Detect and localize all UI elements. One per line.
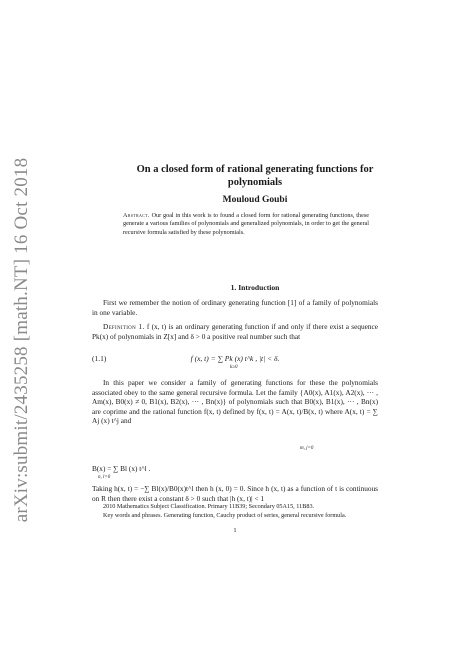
footnote-keywords: Key words and phrases. Generating function, Cauchy product of series, general recursive formula. [103,512,347,519]
abstract [123,212,369,237]
equation-row [92,348,378,372]
arxiv-sidebar-stamp [2,150,42,530]
definition-heading: Definition 1. [103,322,145,331]
equation-subscript: k≥0 [230,365,238,370]
paper-title [60,163,450,189]
intro-paragraph: First we remember the notion of ordinary generating function [1] of a family of polynomials in one variable. [92,298,378,317]
continuity-paragraph: Taking h(x, t) = −∑ Bl(x)/B0(x)t^l then h (x, 0) = 0. Since h (x, t) as a function of t is continuous on R then there exist a constant δ > 0 such that |h (x, t)| < 1 [92,484,378,503]
title-line-1: On a closed form of rational generating functions for [136,164,374,175]
definition [92,322,378,341]
abstract-heading: Abstract. [123,212,150,219]
title-line-2: polynomials [227,177,283,188]
abstract-text: Our goal in this work is to found a closed form for rational generating functions, these generate a various families of polynomials and generalized polynomials, in order to get the general recursive formula satisfied by these polynomials. [123,212,370,236]
arxiv-identifier: arXiv:submit/2435258 [math.NT] 16 Oct 2018 [11,157,32,523]
definition-text: f (x, t) is an ordinary generating function if and only if there exist a sequence Pk(x) of polynomials in Z[x] and δ > 0 a positive real number such that [92,322,378,341]
equation: f (x, t) = ∑ Pk (x) t^k , |t| < δ. [190,354,280,363]
family-paragraph: In this paper we consider a family of generating functions for these the polynomials associated obey to the same general recursive formula. Let the family {A0(x), A1(x), A2(x), ··· , Am(x), B0(x) ≠ 0, B1(x), B2(x), ··· , Bn(x)} of polynomials such that B0(x), B1(x), ··· , Bn(x) are coprime and the rational function f(x, t) defined by f(x, t) = A(x, t)/B(x, t) where A(x, t) = ∑ Aj (x) t^j and [92,378,378,426]
footnote-classification: 2010 Mathematics Subject Classification. Primary 11B39; Secondary 05A15, 11B83. [103,503,315,510]
sum-limits-a: m, j=0 [300,446,314,451]
equation-number: (1.1) [92,354,107,363]
bx-definition: B(x) = ∑ Bl (x) t^l . [92,464,151,473]
author-name: Mouloud Goubi [222,195,288,205]
section-heading: 1. Introduction [230,283,280,292]
sum-limits-b: n, l=0 [98,475,111,480]
page-number: 1 [233,527,237,534]
